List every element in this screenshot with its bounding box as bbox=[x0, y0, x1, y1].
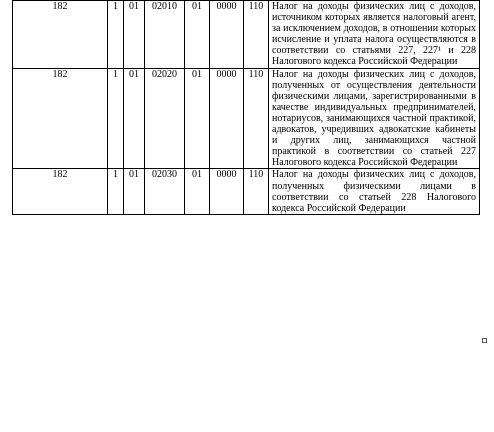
subgroup-code-cell: 01 bbox=[124, 1, 145, 69]
budget-classification-table bbox=[12, 0, 480, 215]
subgroup-code-cell: 01 bbox=[124, 68, 145, 169]
element-code-cell: 01 bbox=[185, 169, 210, 214]
table-row bbox=[13, 68, 480, 169]
income-description-cell: Налог на доходы физических лиц с доходов, полученных от осуществления деятельности физическими лицами, зарегистрированными в качестве индивидуальных предпринимателей, нотариусов, занимающихся частной практикой, адвокатов, учредивших адвокатские кабинеты и других лиц, занимающихся частной практикой в соответствии со статьей 227 Налогового кодекса Российской Федерации bbox=[269, 68, 480, 169]
income-description-cell: Налог на доходы физических лиц с доходов, полученных физическими лицами в соответствии со статьей 228 Налогового кодекса Российской Федерации bbox=[269, 169, 480, 214]
program-code-cell: 0000 bbox=[210, 68, 244, 169]
economic-class-cell: 110 bbox=[244, 1, 269, 69]
program-code-cell: 0000 bbox=[210, 169, 244, 214]
admin-code-cell: 182 bbox=[13, 169, 108, 214]
economic-class-cell: 110 bbox=[244, 68, 269, 169]
program-code-cell: 0000 bbox=[210, 1, 244, 69]
table-row bbox=[13, 1, 480, 69]
group-code-cell: 1 bbox=[108, 169, 124, 214]
admin-code-cell: 182 bbox=[13, 68, 108, 169]
element-code-cell: 01 bbox=[185, 68, 210, 169]
economic-class-cell: 110 bbox=[244, 169, 269, 214]
article-code-cell: 02020 bbox=[145, 68, 185, 169]
admin-code-cell: 182 bbox=[13, 1, 108, 69]
subgroup-code-cell: 01 bbox=[124, 169, 145, 214]
article-code-cell: 02010 bbox=[145, 1, 185, 69]
group-code-cell: 1 bbox=[108, 68, 124, 169]
table-resize-handle[interactable] bbox=[482, 338, 487, 343]
element-code-cell: 01 bbox=[185, 1, 210, 69]
article-code-cell: 02030 bbox=[145, 169, 185, 214]
group-code-cell: 1 bbox=[108, 1, 124, 69]
income-description-cell: Налог на доходы физических лиц с доходов, источником которых является налоговый агент, за исключением доходов, в отношении которых исчисление и уплата налога осуществляются в соответствии со статьями 227, 227¹ и 228 Налогового кодекса Российской Федерации bbox=[269, 1, 480, 69]
table-row bbox=[13, 169, 480, 214]
